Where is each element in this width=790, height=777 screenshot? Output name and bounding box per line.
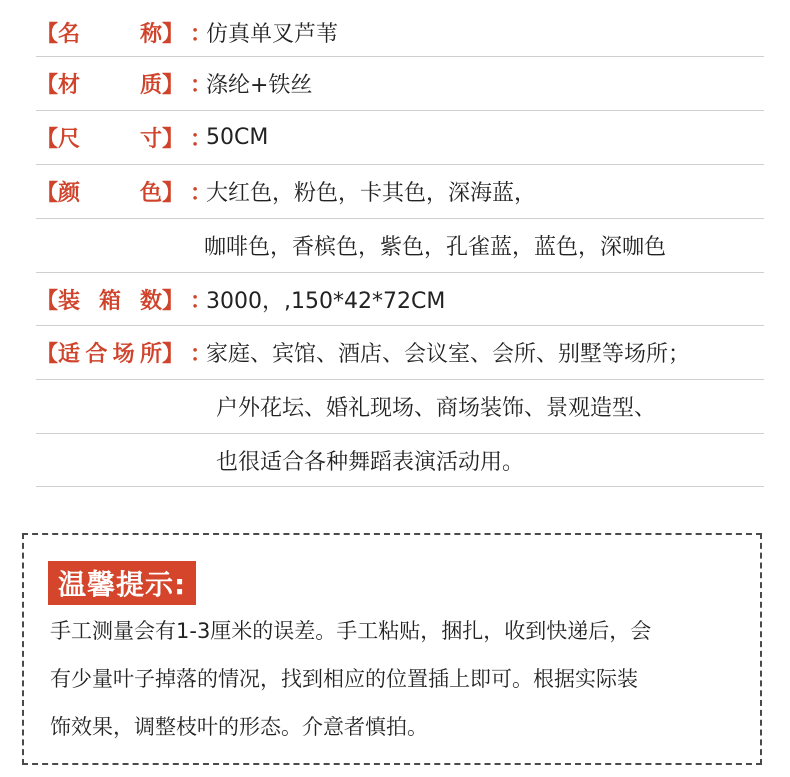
spec-label-material: 【 材质 】 ： xyxy=(36,57,212,110)
spec-value-packing: 3000，,150*42*72CM xyxy=(206,288,446,314)
spec-label-usage: 【 适合场所 】 ： xyxy=(36,326,212,379)
spec-label-color: 【 颜色 】 ： xyxy=(36,165,212,218)
notice-box xyxy=(22,533,762,765)
spec-row-material xyxy=(36,57,764,111)
notice-title: 温馨提示: xyxy=(48,561,196,605)
spec-row-usage-cont1 xyxy=(36,380,764,434)
spec-label-text: 尺寸 xyxy=(58,127,163,152)
spec-value-color-line2: 咖啡色，香槟色，紫色，孔雀蓝，蓝色，深咖色 xyxy=(204,235,667,260)
spec-value-material: 涤纶+铁丝 xyxy=(206,73,313,98)
spec-row-packing xyxy=(36,273,764,326)
spec-value-usage-line1: 家庭、宾馆、酒店、会议室、会所、别墅等场所； xyxy=(206,342,691,367)
notice-line-3: 饰效果，调整枝叶的形态。介意者慎拍。 xyxy=(50,715,428,739)
spec-row-color-cont xyxy=(36,219,764,273)
spec-row-usage-cont2 xyxy=(36,434,764,487)
spec-label-size: 【 尺寸 】 ： xyxy=(36,111,212,164)
spec-label-text: 颜色 xyxy=(58,181,163,206)
notice-line-2: 有少量叶子掉落的情况，找到相应的位置插上即可。根据实际装 xyxy=(50,667,638,691)
notice-line-1: 手工测量会有1-3厘米的误差。手工粘贴，捆扎，收到快递后，会 xyxy=(50,619,652,643)
spec-label-packing: 【 装箱数 】 ： xyxy=(36,273,212,325)
spec-value-size: 50CM xyxy=(206,125,269,150)
spec-label-text: 名称 xyxy=(58,21,163,47)
spec-value-name: 仿真单叉芦苇 xyxy=(206,21,339,47)
spec-value-usage-line2: 户外花坛、婚礼现场、商场装饰、景观造型、 xyxy=(216,396,657,421)
spec-value-usage-line3: 也很适合各种舞蹈表演活动用。 xyxy=(216,449,525,475)
spec-label-text: 装箱数 xyxy=(58,288,163,314)
spec-label-name: 【 名称 】 ： xyxy=(36,8,212,56)
spec-row-color xyxy=(36,165,764,219)
spec-label-text: 适合场所 xyxy=(58,342,163,367)
spec-row-name xyxy=(36,8,764,57)
spec-label-text: 材质 xyxy=(58,73,163,98)
spec-row-usage xyxy=(36,326,764,380)
spec-value-color-line1: 大红色，粉色，卡其色，深海蓝， xyxy=(206,181,537,206)
spec-row-size xyxy=(36,111,764,165)
